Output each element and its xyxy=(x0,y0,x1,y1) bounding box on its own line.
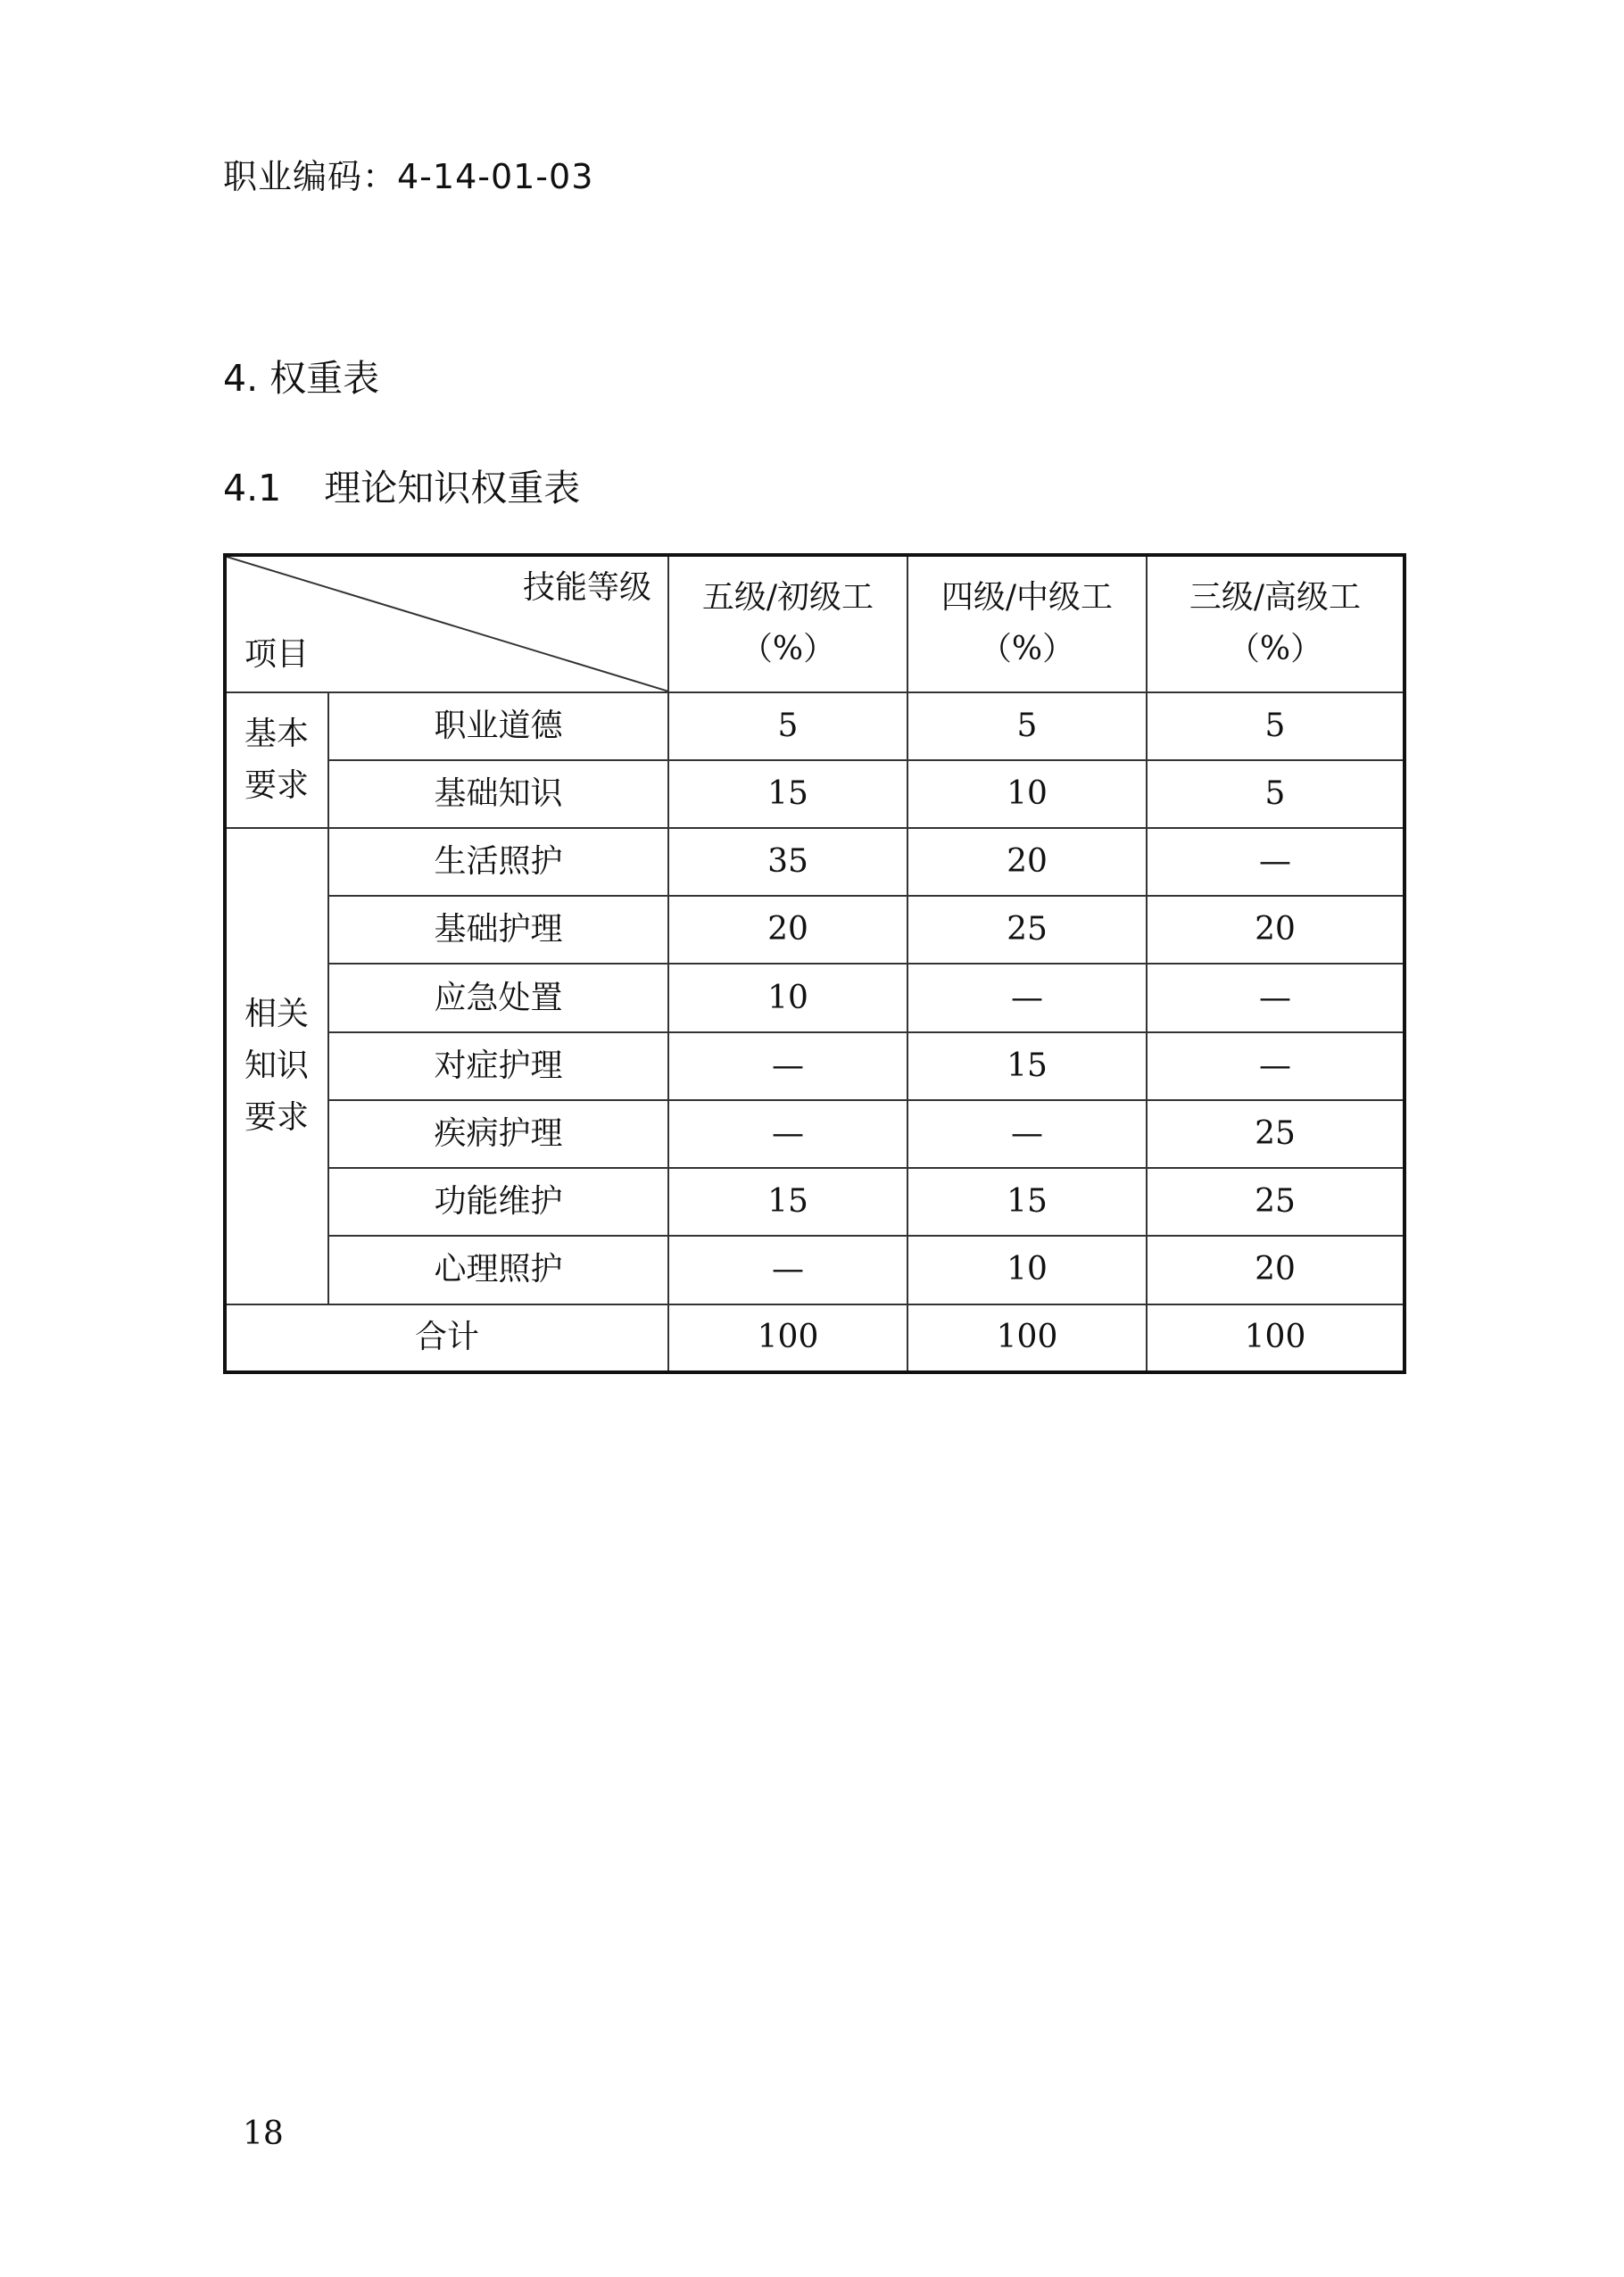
table-row xyxy=(225,896,1404,964)
value-cell: 25 xyxy=(907,896,1147,964)
value-cell: — xyxy=(668,1100,907,1168)
group-label-line: 基本 xyxy=(244,715,310,752)
value-cell: — xyxy=(1147,1032,1404,1100)
value-cell: — xyxy=(907,964,1147,1031)
value-cell: 15 xyxy=(668,1168,907,1236)
value-cell: 5 xyxy=(907,692,1147,760)
item-cell: 疾病护理 xyxy=(328,1100,668,1168)
item-cell: 心理照护 xyxy=(328,1236,668,1304)
value-cell: 15 xyxy=(907,1032,1147,1100)
level-name: 三级/高级工 xyxy=(1189,579,1362,617)
value-cell: 5 xyxy=(1147,760,1404,828)
total-value-cell: 100 xyxy=(907,1304,1147,1372)
value-cell: — xyxy=(668,1236,907,1304)
table-row xyxy=(225,1032,1404,1100)
level-unit: （%） xyxy=(979,631,1075,668)
value-cell: — xyxy=(1147,964,1404,1031)
item-cell: 基础知识 xyxy=(328,760,668,828)
value-cell: 20 xyxy=(668,896,907,964)
item-label: 项目 xyxy=(244,635,310,673)
value-cell: — xyxy=(668,1032,907,1100)
level-unit: （%） xyxy=(740,631,836,668)
item-cell: 对症护理 xyxy=(328,1032,668,1100)
level-header xyxy=(907,555,1147,692)
value-cell: 5 xyxy=(668,692,907,760)
value-cell: 15 xyxy=(907,1168,1147,1236)
item-cell: 职业道德 xyxy=(328,692,668,760)
value-cell: 10 xyxy=(907,1236,1147,1304)
subsection-number: 4.1 xyxy=(223,467,282,509)
group-label-line: 要求 xyxy=(244,766,310,804)
value-cell: 35 xyxy=(668,828,907,896)
value-cell: 20 xyxy=(907,828,1147,896)
table-row xyxy=(225,1236,1404,1304)
skill-level-label: 技能等级 xyxy=(522,569,651,606)
item-cell: 应急处置 xyxy=(328,964,668,1031)
table-row xyxy=(225,964,1404,1031)
table-row xyxy=(225,1168,1404,1236)
value-cell: — xyxy=(907,1100,1147,1168)
section-heading: 4. 权重表 xyxy=(223,357,380,400)
item-cell: 功能维护 xyxy=(328,1168,668,1236)
group-label xyxy=(225,828,328,1304)
value-cell: 25 xyxy=(1147,1168,1404,1236)
total-row xyxy=(225,1304,1404,1372)
theory-weight-table xyxy=(223,553,1406,1374)
value-cell: 20 xyxy=(1147,1236,1404,1304)
subsection-title: 理论知识权重表 xyxy=(324,467,581,509)
item-cell: 基础护理 xyxy=(328,896,668,964)
value-cell: 10 xyxy=(668,964,907,1031)
level-header xyxy=(1147,555,1404,692)
level-name: 五级/初级工 xyxy=(701,579,874,617)
table-row xyxy=(225,692,1404,760)
table-row xyxy=(225,1100,1404,1168)
group-label-line: 相关 xyxy=(244,995,310,1032)
level-name: 四级/中级工 xyxy=(940,579,1114,617)
group-label-line: 要求 xyxy=(244,1098,310,1136)
group-label-line: 知识 xyxy=(244,1047,310,1084)
value-cell: — xyxy=(1147,828,1404,896)
table-row xyxy=(225,760,1404,828)
value-cell: 20 xyxy=(1147,896,1404,964)
total-label: 合计 xyxy=(225,1304,668,1372)
level-unit: （%） xyxy=(1227,631,1323,668)
total-value-cell: 100 xyxy=(668,1304,907,1372)
page-number: 18 xyxy=(243,2116,284,2152)
value-cell: 5 xyxy=(1147,692,1404,760)
diagonal-header-cell xyxy=(225,555,668,692)
subsection-heading xyxy=(223,463,580,513)
group-label xyxy=(225,692,328,828)
level-header xyxy=(668,555,907,692)
value-cell: 15 xyxy=(668,760,907,828)
occupation-code: 职业编码：4-14-01-03 xyxy=(223,157,594,196)
value-cell: 25 xyxy=(1147,1100,1404,1168)
item-cell: 生活照护 xyxy=(328,828,668,896)
table-row xyxy=(225,828,1404,896)
table-header-row xyxy=(225,555,1404,692)
total-value-cell: 100 xyxy=(1147,1304,1404,1372)
value-cell: 10 xyxy=(907,760,1147,828)
